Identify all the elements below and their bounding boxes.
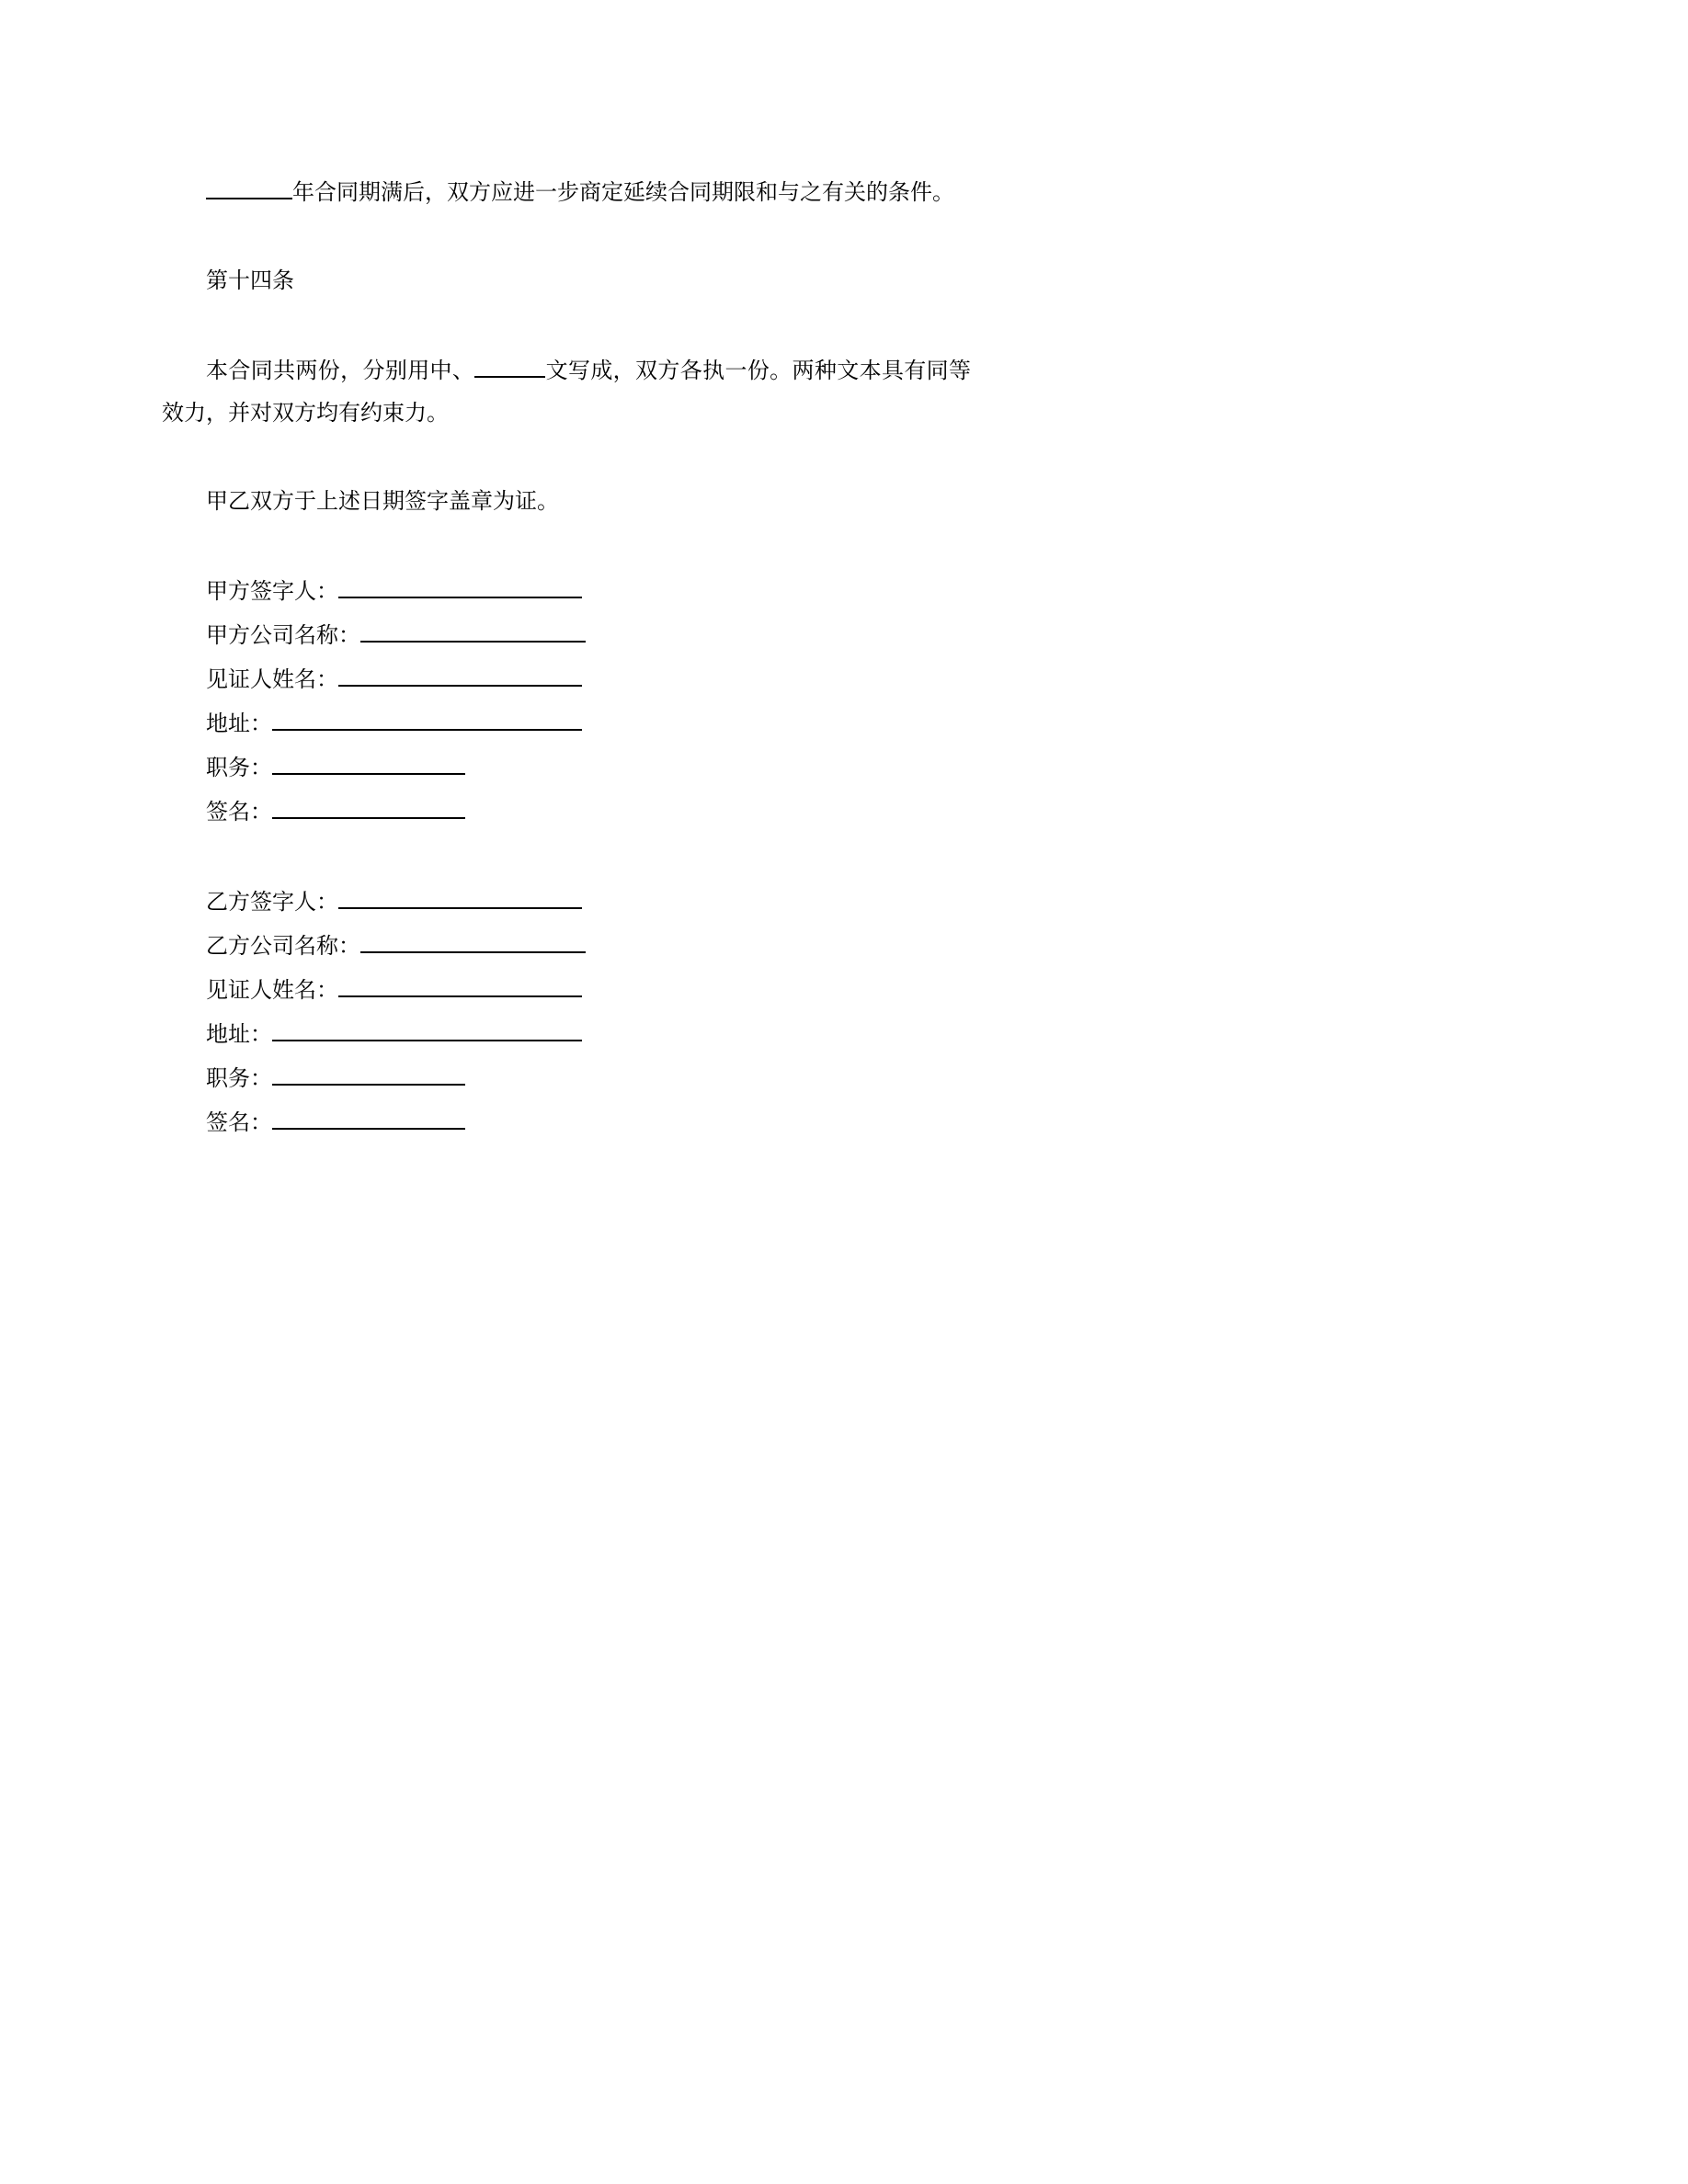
paragraph-renewal-text: 年合同期满后，双方应进一步商定延续合同期限和与之有关的条件。	[292, 181, 954, 205]
blank-line	[360, 613, 586, 643]
party-a-signature-block	[162, 569, 971, 834]
paragraph-copies-before: 本合同共两份，分别用中、	[206, 359, 475, 383]
field-label: 职务：	[206, 756, 272, 780]
article-heading: 第十四条	[206, 269, 294, 293]
field-label: 地址：	[206, 712, 272, 736]
field-label: 乙方签字人：	[206, 891, 338, 915]
signature-row-party-a-address	[162, 701, 971, 745]
field-label: 职务：	[206, 1067, 272, 1091]
paragraph-copies-after: 文写成，双方各执一份。两种文本具有同等效力，并对双方均有约束力。	[162, 359, 972, 426]
signature-row-party-a-title	[162, 745, 971, 790]
blank-line	[272, 1056, 465, 1086]
party-b-signature-block	[162, 880, 971, 1144]
signature-row-party-a-witness	[162, 657, 971, 701]
paragraph-copies	[162, 348, 971, 435]
field-label: 签名：	[206, 1111, 272, 1135]
signature-row-party-a-signer	[162, 569, 971, 613]
blank-line	[272, 790, 465, 819]
signature-row-party-b-signer	[162, 880, 971, 924]
field-label: 甲方签字人：	[206, 580, 338, 604]
field-label: 见证人姓名：	[206, 668, 338, 692]
blank-line	[272, 701, 582, 731]
field-label: 签名：	[206, 801, 272, 825]
blank-line	[272, 745, 465, 775]
signature-row-party-a-company	[162, 613, 971, 657]
blank-line	[360, 924, 586, 953]
blank-line	[338, 968, 582, 997]
field-label: 见证人姓名：	[206, 979, 338, 1003]
signature-row-party-a-signature	[162, 790, 971, 834]
blank-line	[338, 569, 582, 598]
field-label: 乙方公司名称：	[206, 935, 360, 959]
signature-row-party-b-signature	[162, 1100, 971, 1144]
blank-line	[272, 1100, 465, 1130]
paragraph-signoff: 甲乙双方于上述日期签字盖章为证。	[206, 490, 559, 514]
blank-line	[474, 348, 545, 378]
signature-row-party-b-company	[162, 924, 971, 968]
blank-line	[272, 1012, 582, 1041]
blank-line	[338, 880, 582, 909]
field-label: 地址：	[206, 1023, 272, 1047]
signature-row-party-b-title	[162, 1056, 971, 1100]
paragraph-renewal	[162, 170, 971, 214]
signature-row-party-b-address	[162, 1012, 971, 1056]
blank-line	[206, 170, 292, 199]
contract-body	[162, 170, 971, 1144]
field-label: 甲方公司名称：	[206, 624, 360, 648]
signature-row-party-b-witness	[162, 968, 971, 1012]
blank-line	[338, 657, 582, 687]
